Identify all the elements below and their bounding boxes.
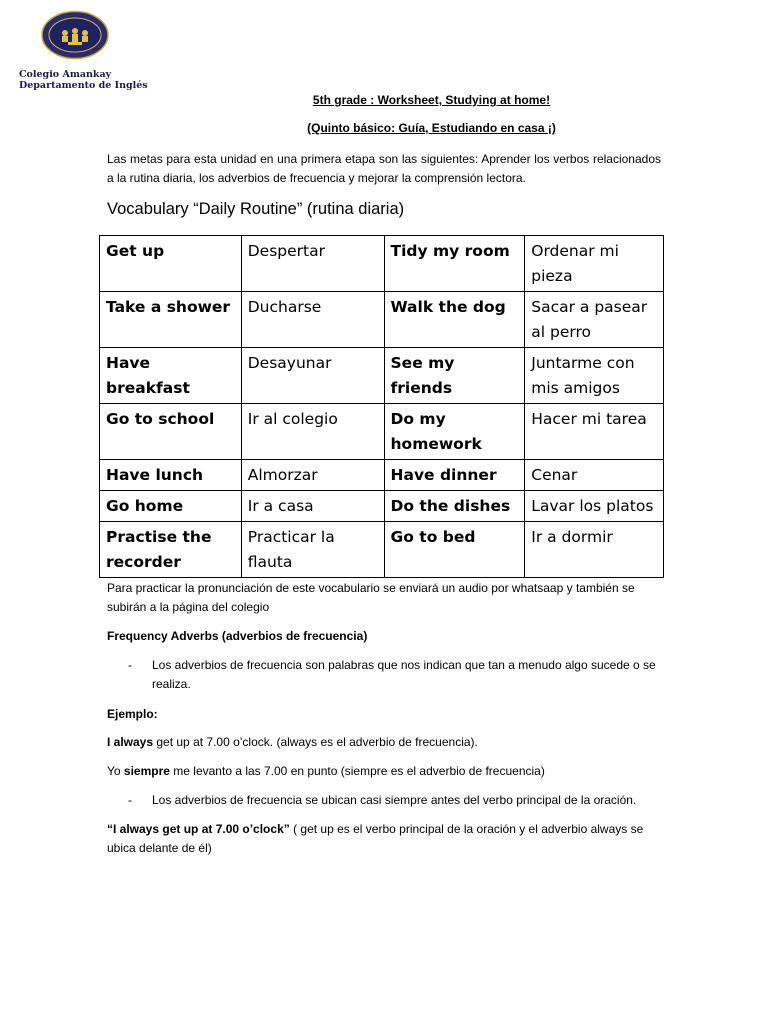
english-term: Do the dishes — [384, 491, 525, 522]
spanish-term: Cenar — [525, 460, 664, 491]
example-spanish: Yo siempre me levanto a las 7.00 en punto (siempre es el adverbio de frecuencia) — [107, 764, 545, 778]
table-row — [100, 236, 664, 292]
bullet-definition: Los adverbios de frecuencia son palabras que nos indican que tan a menudo algo sucede o se realiza. — [152, 658, 656, 691]
spanish-term: Desayunar — [241, 348, 384, 404]
department-name: Departamento de Inglés — [19, 80, 148, 91]
english-term: Walk the dog — [384, 292, 525, 348]
school-header — [19, 69, 148, 91]
bullet-placement: Los adverbios de frecuencia se ubican casi siempre antes del verbo principal de la oración. — [152, 793, 637, 807]
spanish-term: Ir al colegio — [241, 404, 384, 460]
english-term: Tidy my room — [384, 236, 525, 292]
spanish-term: Almorzar — [241, 460, 384, 491]
english-term: Have breakfast — [100, 348, 242, 404]
spanish-term: Lavar los platos — [525, 491, 664, 522]
school-logo — [40, 10, 110, 60]
english-term: Have dinner — [384, 460, 525, 491]
table-row — [100, 292, 664, 348]
worksheet-title: 5th grade : Worksheet, Studying at home! — [312, 93, 551, 107]
english-term: Get up — [100, 236, 242, 292]
english-term: Have lunch — [100, 460, 242, 491]
intro-paragraph: Las metas para esta unidad en una primera etapa son las siguientes: Aprender los verbos relacionados a la rutina diaria, los adverbios de frecuencia y mejorar la comprensión lectora. — [107, 152, 661, 185]
spanish-term: Hacer mi tarea — [525, 404, 664, 460]
table-row — [100, 491, 664, 522]
example-english: I always get up at 7.00 o’clock. (always es el adverbio de frecuencia). — [107, 735, 478, 749]
spanish-term: Sacar a pasear al perro — [525, 292, 664, 348]
spanish-term: Ir a casa — [241, 491, 384, 522]
english-term: Go to bed — [384, 522, 525, 578]
english-term: See my friends — [384, 348, 525, 404]
bullet-marker: - — [128, 658, 132, 672]
school-name: Colegio Amankay — [19, 69, 112, 80]
spanish-term: Practicar la flauta — [241, 522, 384, 578]
spanish-term: Ducharse — [241, 292, 384, 348]
final-example-paragraph: “I always get up at 7.00 o’clock” ( get up es el verbo principal de la oración y el adverbio always se ubica delante de él) — [107, 822, 644, 855]
worksheet-subtitle: (Quinto básico: Guía, Estudiando en casa ¡) — [307, 121, 556, 135]
english-term: Go to school — [100, 404, 242, 460]
pronunciation-paragraph: Para practicar la pronunciación de este vocabulario se enviará un audio por whatsaap y también se subirán a la página del colegio — [107, 581, 635, 614]
english-term: Go home — [100, 491, 242, 522]
spanish-term: Ordenar mi pieza — [525, 236, 664, 292]
spanish-term: Despertar — [241, 236, 384, 292]
bullet-marker: - — [128, 793, 132, 807]
frequency-adverbs-heading: Frequency Adverbs (adverbios de frecuencia) — [107, 629, 368, 643]
english-term: Practise the recorder — [100, 522, 242, 578]
spanish-term: Juntarme con mis amigos — [525, 348, 664, 404]
table-row — [100, 460, 664, 491]
example-label: Ejemplo: — [107, 707, 158, 721]
vocabulary-heading: Vocabulary “Daily Routine” (rutina diaria) — [107, 200, 405, 218]
vocabulary-table — [99, 235, 664, 578]
english-term: Do my homework — [384, 404, 525, 460]
table-row — [100, 404, 664, 460]
english-term: Take a shower — [100, 292, 242, 348]
table-row — [100, 348, 664, 404]
table-row — [100, 522, 664, 578]
spanish-term: Ir a dormir — [525, 522, 664, 578]
